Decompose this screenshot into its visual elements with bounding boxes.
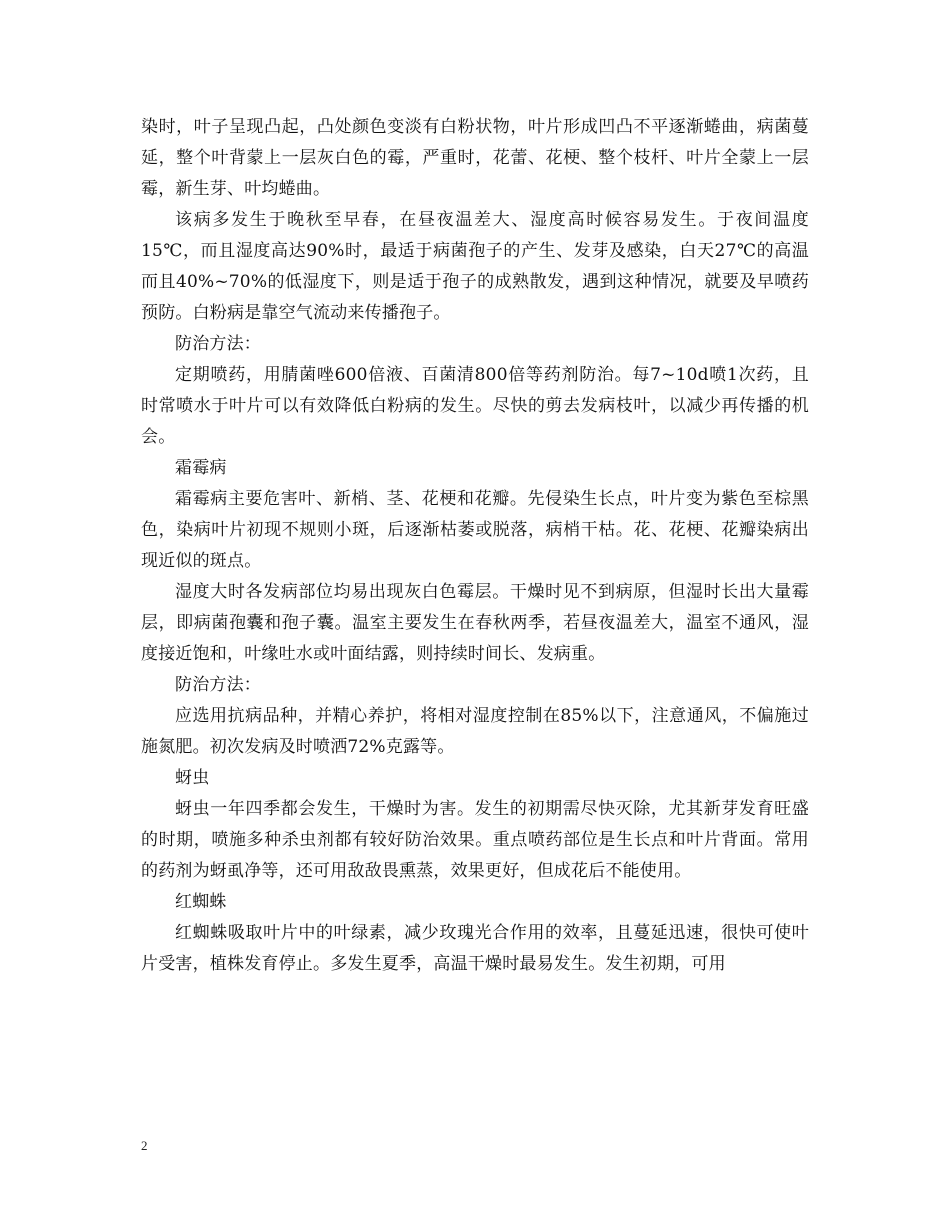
paragraph-13: 红蜘蛛吸取叶片中的叶绿素，减少玫瑰光合作用的效率，且蔓延迅速，很快可使叶片受害，植株发育停止。多发生夏季，高温干燥时最易发生。发生初期，可用	[141, 923, 809, 974]
paragraph-1: 染时，叶子呈现凸起，凸处颜色变淡有白粉状物，叶片形成凹凸不平逐渐蜷曲，病菌蔓延，整个叶背蒙上一层灰白色的霉，严重时，花蕾、花梗、整个枝杆、叶片全蒙上一层霉，新生芽、叶均蜷曲。	[141, 117, 809, 199]
paragraph-2: 该病多发生于晚秋至早春，在昼夜温差大、湿度高时候容易发生。于夜间温度15℃，而且湿度高达90%时，最适于病菌孢子的产生、发芽及感染，白天27℃的高温而且40%~70%的低湿度下，则是适于孢子的成熟散发，遇到这种情况，就要及早喷药预防。白粉病是靠空气流动来传播孢子。	[141, 210, 809, 323]
paragraph-9: 应选用抗病品种，并精心养护，将相对湿度控制在85%以下，注意通风，不偏施过施氮肥。初次发病及时喷洒72%克露等。	[141, 706, 809, 757]
heading-aphid: 蚜虫	[175, 768, 210, 788]
paragraph-11: 蚜虫一年四季都会发生，干燥时为害。发生的初期需尽快灭除，尤其新芽发育旺盛的时期，喷施多种杀虫剂都有较好防治效果。重点喷药部位是生长点和叶片背面。常用的药剂为蚜虱净等，还可用敌敌畏熏蒸，效果更好，但成花后不能使用。	[141, 799, 809, 881]
section-label-prevention-2: 防治方法：	[175, 675, 261, 695]
heading-downy-mildew: 霜霉病	[175, 458, 227, 478]
section-label-prevention: 防治方法：	[175, 334, 261, 354]
page-number: 2	[141, 1138, 148, 1153]
paragraph-4: 定期喷药，用腈菌唑600倍液、百菌清800倍等药剂防治。每7~10d喷1次药，且时常喷水于叶片可以有效降低白粉病的发生。尽快的剪去发病枝叶，以减少再传播的机会。	[141, 365, 809, 447]
paragraph-7: 湿度大时各发病部位均易出现灰白色霉层。干燥时见不到病原，但湿时长出大量霉层，即病菌孢囊和孢子囊。温室主要发生在春秋两季，若昼夜温差大，温室不通风，湿度接近饱和，叶缘吐水或叶面结露，则持续时间长、发病重。	[141, 582, 809, 664]
document-body	[141, 112, 809, 980]
heading-red-spider: 红蜘蛛	[175, 892, 227, 912]
paragraph-6: 霜霉病主要危害叶、新梢、茎、花梗和花瓣。先侵染生长点，叶片变为紫色至棕黑色，染病叶片初现不规则小斑，后逐渐枯萎或脱落，病梢干枯。花、花梗、花瓣染病出现近似的斑点。	[141, 489, 809, 571]
